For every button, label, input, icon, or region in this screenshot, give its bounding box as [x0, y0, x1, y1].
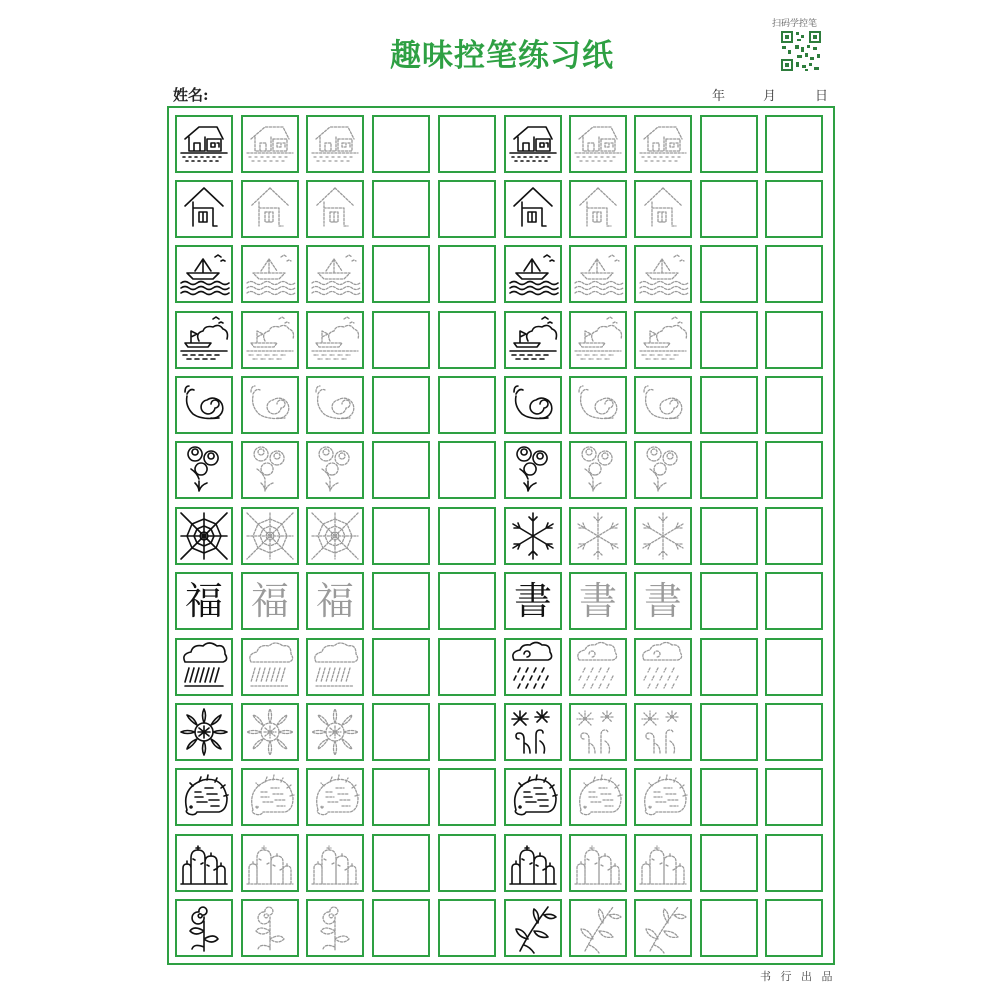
trace-cell[interactable] — [634, 180, 692, 238]
snail-icon — [571, 378, 625, 432]
hut-character-icon — [177, 182, 231, 236]
practice-cell[interactable] — [438, 376, 496, 434]
trace-cell[interactable] — [241, 441, 299, 499]
leafy-branch-icon — [636, 901, 690, 955]
hut-character-icon — [243, 182, 297, 236]
trace-cell[interactable] — [569, 115, 627, 173]
practice-cell[interactable] — [438, 245, 496, 303]
practice-cell[interactable] — [438, 180, 496, 238]
model-cell[interactable] — [175, 311, 233, 369]
spiral-flower-icon — [243, 901, 297, 955]
firework-flowers-icon — [636, 705, 690, 759]
practice-cell[interactable] — [372, 507, 430, 565]
practice-cell[interactable] — [765, 180, 823, 238]
hedgehog-icon — [571, 770, 625, 824]
date-day-label: 日 — [815, 89, 829, 104]
practice-cell[interactable] — [438, 768, 496, 826]
boat-waves-icon — [506, 247, 560, 301]
trace-cell[interactable] — [634, 638, 692, 696]
page-title: 趣味控笔练习纸 — [390, 38, 614, 74]
trace-cell[interactable] — [306, 180, 364, 238]
boat-waves-icon — [177, 247, 231, 301]
date-year-label: 年 — [712, 89, 726, 104]
trace-cell[interactable] — [241, 311, 299, 369]
trace-cell[interactable] — [306, 899, 364, 957]
date-month-label: 月 — [763, 89, 777, 104]
drizzle-cloud-icon — [636, 640, 690, 694]
practice-cell[interactable] — [372, 180, 430, 238]
spiderweb-icon — [243, 509, 297, 563]
practice-cell[interactable] — [700, 245, 758, 303]
model-cell[interactable] — [504, 572, 562, 630]
snail-icon — [177, 378, 231, 432]
model-cell[interactable] — [175, 245, 233, 303]
trace-cell[interactable] — [241, 834, 299, 892]
trace-cell[interactable] — [569, 572, 627, 630]
practice-cell[interactable] — [700, 376, 758, 434]
rain-cloud-icon — [243, 640, 297, 694]
hedgehog-icon — [506, 770, 560, 824]
practice-cell[interactable] — [438, 638, 496, 696]
trace-cell[interactable] — [306, 507, 364, 565]
lake-scene-icon — [177, 313, 231, 367]
practice-cell[interactable] — [700, 180, 758, 238]
house-icon — [243, 117, 297, 171]
model-cell[interactable] — [175, 572, 233, 630]
cactus-icon — [243, 836, 297, 890]
snowflake-icon — [506, 509, 560, 563]
trace-cell[interactable] — [634, 311, 692, 369]
trace-cell[interactable] — [306, 834, 364, 892]
trace-cell[interactable] — [634, 834, 692, 892]
trace-cell[interactable] — [569, 441, 627, 499]
trace-cell[interactable] — [241, 703, 299, 761]
seal-character-icon: 書 — [513, 579, 552, 623]
lake-scene-icon — [506, 313, 560, 367]
practice-cell[interactable] — [765, 768, 823, 826]
qr-code-icon — [779, 29, 823, 73]
boat-waves-icon — [308, 247, 362, 301]
practice-cell[interactable] — [700, 115, 758, 173]
rose-icon — [506, 443, 560, 497]
rose-icon — [571, 443, 625, 497]
trace-cell[interactable] — [241, 245, 299, 303]
model-cell[interactable] — [175, 834, 233, 892]
cactus-icon — [636, 836, 690, 890]
practice-cell[interactable] — [765, 115, 823, 173]
drizzle-cloud-icon — [571, 640, 625, 694]
hut-character-icon — [506, 182, 560, 236]
spiral-flower-icon — [308, 901, 362, 955]
trace-cell[interactable] — [634, 245, 692, 303]
seal-character-icon: 書 — [578, 579, 617, 623]
boat-waves-icon — [571, 247, 625, 301]
seal-character-icon: 福 — [184, 579, 223, 623]
practice-cell[interactable] — [372, 638, 430, 696]
model-cell[interactable] — [504, 507, 562, 565]
house-icon — [308, 117, 362, 171]
spiderweb-icon — [308, 509, 362, 563]
model-cell[interactable] — [175, 703, 233, 761]
lake-scene-icon — [636, 313, 690, 367]
hedgehog-icon — [308, 770, 362, 824]
house-icon — [571, 117, 625, 171]
snowflake-icon — [571, 509, 625, 563]
practice-cell[interactable] — [438, 115, 496, 173]
practice-cell[interactable] — [765, 311, 823, 369]
trace-cell[interactable] — [306, 638, 364, 696]
model-cell[interactable] — [175, 115, 233, 173]
hut-character-icon — [636, 182, 690, 236]
cactus-icon — [506, 836, 560, 890]
model-cell[interactable] — [175, 899, 233, 957]
spiderweb-icon — [177, 509, 231, 563]
trace-cell[interactable] — [241, 115, 299, 173]
trace-cell[interactable] — [306, 311, 364, 369]
practice-cell[interactable] — [700, 507, 758, 565]
qr-caption: 扫码学控笔 — [772, 19, 818, 29]
trace-cell[interactable] — [634, 703, 692, 761]
snail-icon — [308, 378, 362, 432]
practice-cell[interactable] — [372, 115, 430, 173]
trace-cell[interactable] — [634, 768, 692, 826]
trace-cell[interactable] — [569, 703, 627, 761]
hut-character-icon — [571, 182, 625, 236]
practice-cell[interactable] — [700, 572, 758, 630]
model-cell[interactable] — [175, 768, 233, 826]
model-cell[interactable] — [175, 180, 233, 238]
practice-cell[interactable] — [438, 703, 496, 761]
practice-cell[interactable] — [700, 441, 758, 499]
model-cell[interactable] — [504, 441, 562, 499]
practice-cell[interactable] — [372, 376, 430, 434]
trace-cell[interactable] — [306, 703, 364, 761]
practice-cell[interactable] — [700, 899, 758, 957]
practice-cell[interactable] — [700, 834, 758, 892]
practice-cell[interactable] — [765, 638, 823, 696]
lake-scene-icon — [243, 313, 297, 367]
trace-cell[interactable] — [569, 768, 627, 826]
drizzle-cloud-icon — [506, 640, 560, 694]
sunflower-icon — [177, 705, 231, 759]
snail-icon — [243, 378, 297, 432]
practice-cell[interactable] — [438, 572, 496, 630]
seal-character-icon: 福 — [315, 579, 354, 623]
model-cell[interactable] — [504, 376, 562, 434]
sunflower-icon — [243, 705, 297, 759]
model-cell[interactable] — [504, 245, 562, 303]
model-cell[interactable] — [504, 311, 562, 369]
trace-cell[interactable] — [569, 507, 627, 565]
snowflake-icon — [636, 509, 690, 563]
practice-cell[interactable] — [438, 507, 496, 565]
practice-cell[interactable] — [765, 703, 823, 761]
practice-cell[interactable] — [765, 441, 823, 499]
model-cell[interactable] — [504, 703, 562, 761]
trace-cell[interactable] — [306, 441, 364, 499]
cactus-icon — [571, 836, 625, 890]
practice-cell[interactable] — [765, 507, 823, 565]
trace-cell[interactable] — [634, 507, 692, 565]
trace-cell[interactable] — [306, 115, 364, 173]
trace-cell[interactable] — [241, 376, 299, 434]
trace-cell[interactable] — [306, 245, 364, 303]
lake-scene-icon — [308, 313, 362, 367]
trace-cell[interactable] — [241, 572, 299, 630]
trace-cell[interactable] — [306, 768, 364, 826]
trace-cell[interactable] — [569, 376, 627, 434]
boat-waves-icon — [636, 247, 690, 301]
house-icon — [636, 117, 690, 171]
snail-icon — [506, 378, 560, 432]
practice-cell[interactable] — [700, 768, 758, 826]
rose-icon — [636, 443, 690, 497]
practice-cell[interactable] — [765, 899, 823, 957]
model-cell[interactable] — [175, 507, 233, 565]
trace-cell[interactable] — [634, 572, 692, 630]
trace-cell[interactable] — [241, 638, 299, 696]
trace-cell[interactable] — [634, 376, 692, 434]
practice-cell[interactable] — [700, 638, 758, 696]
seal-character-icon: 福 — [250, 579, 289, 623]
snail-icon — [636, 378, 690, 432]
rose-icon — [308, 443, 362, 497]
house-icon — [177, 117, 231, 171]
hedgehog-icon — [636, 770, 690, 824]
cactus-icon — [177, 836, 231, 890]
firework-flowers-icon — [571, 705, 625, 759]
trace-cell[interactable] — [306, 572, 364, 630]
rain-cloud-icon — [177, 640, 231, 694]
hut-character-icon — [308, 182, 362, 236]
hedgehog-icon — [243, 770, 297, 824]
practice-cell[interactable] — [372, 572, 430, 630]
model-cell[interactable] — [504, 180, 562, 238]
practice-cell[interactable] — [372, 899, 430, 957]
house-icon — [506, 117, 560, 171]
model-cell[interactable] — [504, 638, 562, 696]
cactus-icon — [308, 836, 362, 890]
seal-character-icon: 書 — [643, 579, 682, 623]
trace-cell[interactable] — [634, 115, 692, 173]
practice-cell[interactable] — [765, 834, 823, 892]
trace-cell[interactable] — [241, 507, 299, 565]
firework-flowers-icon — [506, 705, 560, 759]
name-field-label: 姓名: — [173, 86, 209, 104]
rain-cloud-icon — [308, 640, 362, 694]
lake-scene-icon — [571, 313, 625, 367]
practice-cell[interactable] — [438, 834, 496, 892]
practice-cell[interactable] — [765, 245, 823, 303]
rose-icon — [243, 443, 297, 497]
trace-cell[interactable] — [569, 180, 627, 238]
model-cell[interactable] — [504, 768, 562, 826]
trace-cell[interactable] — [241, 899, 299, 957]
practice-cell[interactable] — [438, 899, 496, 957]
practice-cell[interactable] — [700, 311, 758, 369]
practice-cell[interactable] — [438, 311, 496, 369]
trace-cell[interactable] — [634, 441, 692, 499]
boat-waves-icon — [243, 247, 297, 301]
model-cell[interactable] — [504, 899, 562, 957]
trace-cell[interactable] — [569, 245, 627, 303]
leafy-branch-icon — [506, 901, 560, 955]
trace-cell[interactable] — [634, 899, 692, 957]
practice-cell[interactable] — [438, 441, 496, 499]
spiral-flower-icon — [177, 901, 231, 955]
model-cell[interactable] — [504, 115, 562, 173]
practice-cell[interactable] — [372, 834, 430, 892]
model-cell[interactable] — [175, 441, 233, 499]
trace-cell[interactable] — [241, 768, 299, 826]
model-cell[interactable] — [175, 376, 233, 434]
publisher-label: 书 行 出 品 — [760, 970, 836, 983]
leafy-branch-icon — [571, 901, 625, 955]
trace-cell[interactable] — [241, 180, 299, 238]
rose-icon — [177, 443, 231, 497]
practice-cell[interactable] — [372, 245, 430, 303]
trace-cell[interactable] — [569, 834, 627, 892]
model-cell[interactable] — [175, 638, 233, 696]
practice-cell[interactable] — [372, 703, 430, 761]
trace-cell[interactable] — [569, 638, 627, 696]
model-cell[interactable] — [504, 834, 562, 892]
sunflower-icon — [308, 705, 362, 759]
practice-cell[interactable] — [372, 768, 430, 826]
practice-cell[interactable] — [765, 376, 823, 434]
practice-cell[interactable] — [765, 572, 823, 630]
practice-cell[interactable] — [700, 703, 758, 761]
trace-cell[interactable] — [306, 376, 364, 434]
practice-cell[interactable] — [372, 441, 430, 499]
practice-cell[interactable] — [372, 311, 430, 369]
hedgehog-icon — [177, 770, 231, 824]
trace-cell[interactable] — [569, 899, 627, 957]
trace-cell[interactable] — [569, 311, 627, 369]
